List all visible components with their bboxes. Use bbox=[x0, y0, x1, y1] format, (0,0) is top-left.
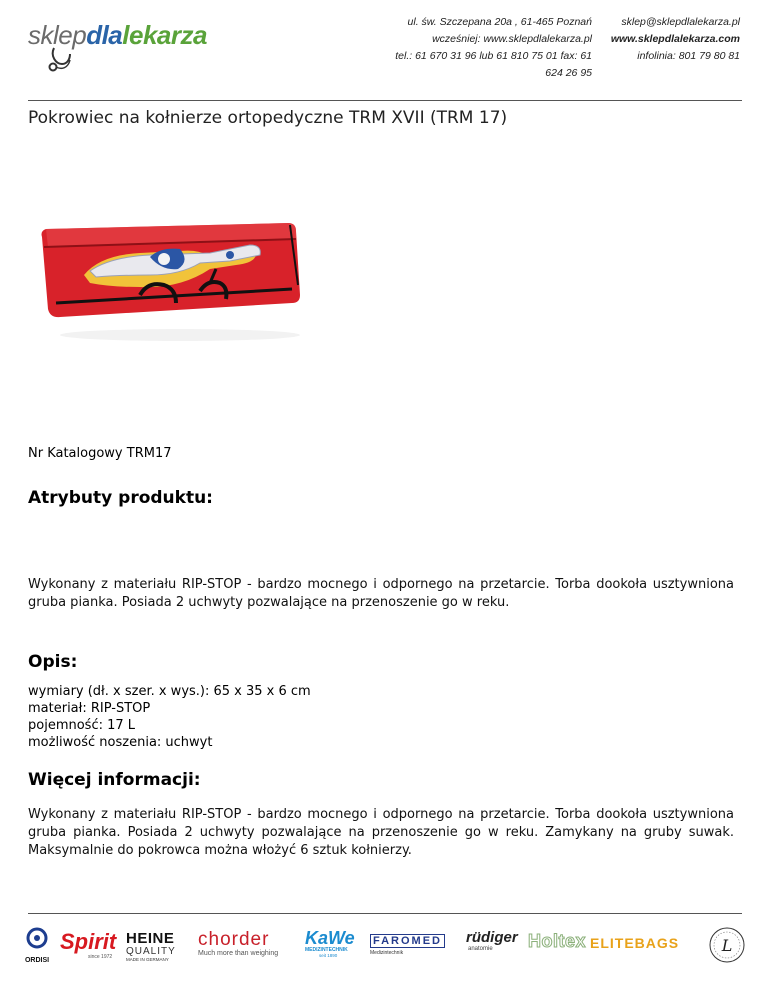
spec-dimensions: wymiary (dł. x szer. x wys.): 65 x 35 x 6 cm bbox=[28, 684, 311, 699]
product-title: Pokrowiec na kołnierze ortopedyczne TRM XVII (TRM 17) bbox=[28, 108, 508, 128]
spec-capacity: pojemność: 17 L bbox=[28, 718, 136, 733]
phone-numbers: tel.: 61 670 31 96 lub 61 810 75 01 fax: 61 624 26 95 bbox=[395, 50, 592, 79]
product-image bbox=[30, 205, 310, 345]
stethoscope-icon bbox=[48, 46, 78, 72]
spec-material: materiał: RIP-STOP bbox=[28, 701, 151, 716]
address: ul. św. Szczepana 20a , 61-465 Poznań bbox=[407, 16, 592, 28]
more-info-text: Wykonany z materiału RIP-STOP - bardzo mocnego i odpornego na przetarcie. Torba dookoła usztywniona gruba pianka. Posiada 2 uchwyty pozwalające na przenoszenie go w reku. Zamykany na gruby suwak. Maksymalnie do pokrowca można włożyć 6 sztuk kołnierzy. bbox=[28, 807, 734, 858]
email-link[interactable]: sklep@sklepdlalekarza.pl bbox=[621, 16, 740, 28]
header-divider bbox=[28, 100, 742, 101]
attributes-text: Wykonany z materiału RIP-STOP - bardzo mocnego i odpornego na przetarcie. Torba dookoła usztywniona gruba pianka. Posiada 2 uchwyty pozwalające na przenoszenie go w reku. bbox=[28, 577, 734, 610]
footer-divider bbox=[28, 913, 742, 914]
catalog-number: Nr Katalogowy TRM17 bbox=[28, 446, 172, 461]
faromed-logo[interactable]: FAROMED Medizintechnik bbox=[370, 934, 445, 956]
ordisi-logo[interactable]: ORDISI bbox=[22, 926, 52, 964]
ordisi-icon bbox=[22, 926, 52, 952]
contact-online-block bbox=[608, 14, 740, 65]
contact-address-block bbox=[380, 14, 592, 82]
description-heading: Opis: bbox=[28, 652, 78, 672]
spirit-logo[interactable]: Spirit since 1972 bbox=[60, 929, 117, 960]
store-logo[interactable]: sklepdlalekarza bbox=[28, 20, 207, 50]
kawe-logo[interactable]: KaWe MEDIZINTECHNIK seit 1890 bbox=[305, 928, 355, 958]
attributes-heading: Atrybuty produktu: bbox=[28, 488, 213, 508]
chorder-logo[interactable]: chorder Much more than weighing bbox=[198, 929, 279, 957]
previous-website: wcześniej: www.sklepdlalekarza.pl bbox=[432, 33, 592, 45]
lifeline-seal-icon bbox=[708, 926, 746, 964]
website-link[interactable]: www.sklepdlalekarza.com bbox=[610, 33, 740, 45]
holtex-logo[interactable]: Holtex bbox=[528, 931, 587, 951]
spec-list bbox=[28, 683, 311, 751]
spec-carry: możliwość noszenia: uchwyt bbox=[28, 735, 213, 750]
heine-logo[interactable]: HEINE QUALITY MADE IN GERMANY bbox=[126, 930, 176, 962]
more-info-heading: Więcej informacji: bbox=[28, 770, 201, 790]
lifeline-logo[interactable] bbox=[708, 926, 746, 969]
elitebags-logo[interactable]: ELITEBAGS bbox=[590, 935, 680, 951]
hotline: infolinia: 801 79 80 81 bbox=[637, 50, 740, 62]
brand-logos bbox=[20, 926, 750, 966]
page-header bbox=[0, 0, 768, 100]
rudiger-logo[interactable]: rüdiger anatomie bbox=[466, 929, 518, 952]
svg-text:L: L bbox=[721, 936, 733, 955]
